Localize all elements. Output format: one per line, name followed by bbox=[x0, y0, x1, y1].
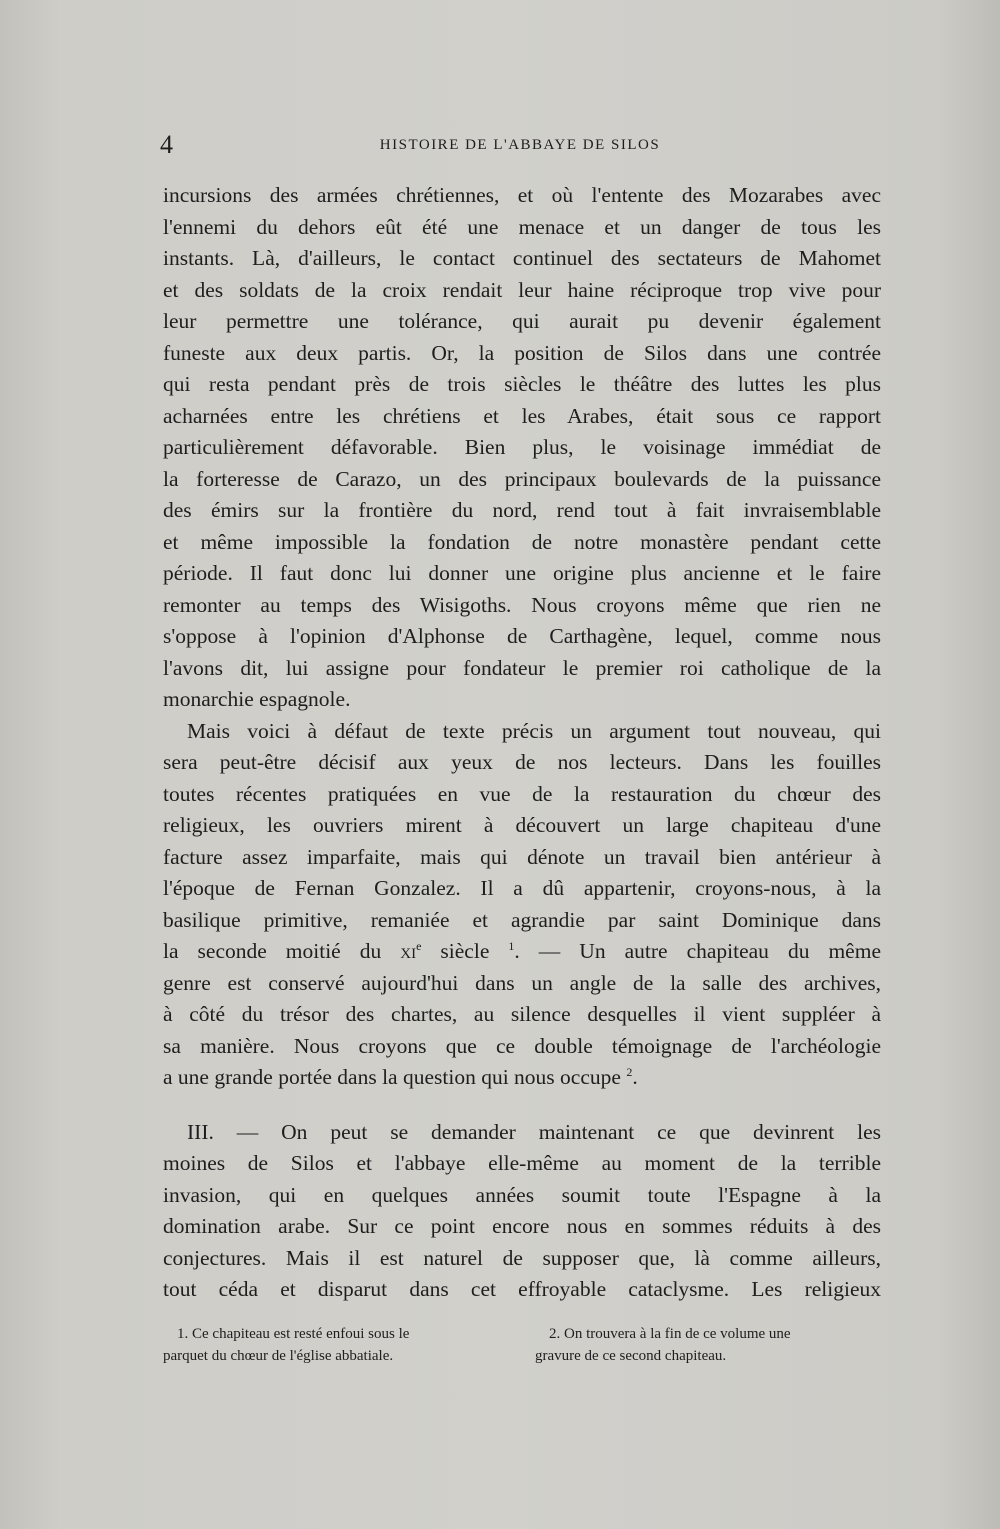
text-line: l'époque de Fernan Gonzalez. Il a dû appartenir, croyons-nous, à la bbox=[163, 876, 881, 900]
line-text: . bbox=[632, 1065, 638, 1089]
footnote-ref-1[interactable]: 1 bbox=[508, 938, 515, 953]
footnote-ref-2[interactable]: 2 bbox=[626, 1064, 633, 1079]
text-line: Mais voici à défaut de texte précis un argument tout nouveau, qui bbox=[187, 718, 881, 743]
text-line: tout céda et disparut dans cet effroyable cataclysme. Les religieux bbox=[163, 1277, 881, 1301]
paragraph-1 bbox=[163, 180, 881, 716]
text-line: l'avons dit, lui assigne pour fondateur le premier roi catholique de la bbox=[163, 655, 881, 680]
running-title: HISTOIRE DE L'ABBAYE DE SILOS bbox=[379, 137, 661, 153]
page-number: 4 bbox=[160, 130, 173, 159]
body-text bbox=[163, 180, 881, 1306]
line-text: siècle bbox=[421, 939, 490, 963]
line-text: la seconde moitié du bbox=[163, 939, 401, 963]
text-line: funeste aux deux partis. Or, la position de Silos dans une contrée bbox=[163, 340, 881, 365]
text-line: à côté du trésor des chartes, au silence desquelles il vient suppléer à bbox=[163, 1002, 881, 1026]
text-line: la forteresse de Carazo, un des principaux boulevards de la puissance bbox=[163, 466, 881, 491]
footnote-2-line: gravure de ce second chapiteau. bbox=[535, 1348, 727, 1364]
text-line bbox=[163, 1062, 881, 1094]
century-numeral: xi bbox=[400, 939, 417, 963]
text-line: l'ennemi du dehors eût été une menace et un danger de tous les bbox=[163, 214, 881, 239]
footnote-2 bbox=[535, 1323, 880, 1367]
text-line: sera peut-être décisif aux yeux de nos lecteurs. Dans les fouilles bbox=[163, 750, 881, 774]
text-line: genre est conservé aujourd'hui dans un angle de la salle des archives, bbox=[163, 970, 881, 995]
page-header bbox=[160, 130, 880, 160]
footnote-2-line: 2. On trouvera à la fin de ce volume une bbox=[549, 1326, 791, 1342]
footnote-1 bbox=[163, 1323, 508, 1367]
line-text: . — Un autre chapiteau du même bbox=[514, 939, 881, 963]
text-line: leur permettre une tolérance, qui aurait pu devenir également bbox=[163, 309, 881, 333]
text-line: moines de Silos et l'abbaye elle-même au moment de la terrible bbox=[163, 1151, 881, 1175]
text-line: III. — On peut se demander maintenant ce que devinrent les bbox=[187, 1119, 881, 1144]
footnote-1-line: 1. Ce chapiteau est resté enfoui sous le bbox=[177, 1326, 410, 1342]
text-line: qui resta pendant près de trois siècles le théâtre des luttes les plus bbox=[163, 372, 881, 396]
text-line: religieux, les ouvriers mirent à découvert un large chapiteau d'une bbox=[163, 813, 881, 837]
text-line: monarchie espagnole. bbox=[163, 687, 351, 711]
text-line: basilique primitive, remaniée et agrandie par saint Dominique dans bbox=[163, 907, 881, 932]
text-line: conjectures. Mais il est naturel de supposer que, là comme ailleurs, bbox=[163, 1245, 881, 1270]
text-line: incursions des armées chrétiennes, et où l'entente des Mozarabes avec bbox=[163, 183, 881, 207]
text-line: sa manière. Nous croyons que ce double témoignage de l'archéologie bbox=[163, 1033, 881, 1058]
line-text: a une grande portée dans la question qui nous occupe bbox=[163, 1065, 627, 1089]
text-line: et des soldats de la croix rendait leur haine réciproque trop vive pour bbox=[163, 277, 881, 302]
footnote-1-line: parquet du chœur de l'église abbatiale. bbox=[163, 1348, 394, 1364]
text-line: toutes récentes pratiquées en vue de la restauration du chœur des bbox=[163, 781, 881, 806]
text-line: domination arabe. Sur ce point encore nous en sommes réduits à des bbox=[163, 1214, 881, 1238]
text-line: remonter au temps des Wisigoths. Nous croyons même que rien ne bbox=[163, 592, 881, 617]
text-line: facture assez imparfaite, mais qui dénote un travail bien antérieur à bbox=[163, 844, 881, 869]
century-suffix: e bbox=[416, 938, 422, 953]
text-line: instants. Là, d'ailleurs, le contact continuel des sectateurs de Mahomet bbox=[163, 246, 881, 270]
text-line: acharnées entre les chrétiens et les Arabes, était sous ce rapport bbox=[163, 403, 881, 428]
text-line: période. Il faut donc lui donner une origine plus ancienne et le faire bbox=[163, 561, 881, 585]
paragraph-2 bbox=[163, 716, 881, 1094]
text-line: invasion, qui en quelques années soumit toute l'Espagne à la bbox=[163, 1182, 881, 1207]
text-line: particulièrement défavorable. Bien plus, le voisinage immédiat de bbox=[163, 435, 881, 459]
paragraph-3 bbox=[163, 1117, 881, 1306]
text-line: s'oppose à l'opinion d'Alphonse de Carthagène, lequel, comme nous bbox=[163, 624, 881, 648]
text-line: et même impossible la fondation de notre monastère pendant cette bbox=[163, 529, 881, 554]
text-line: des émirs sur la frontière du nord, rend tout à fait invraisemblable bbox=[163, 498, 881, 522]
text-line bbox=[163, 936, 881, 968]
